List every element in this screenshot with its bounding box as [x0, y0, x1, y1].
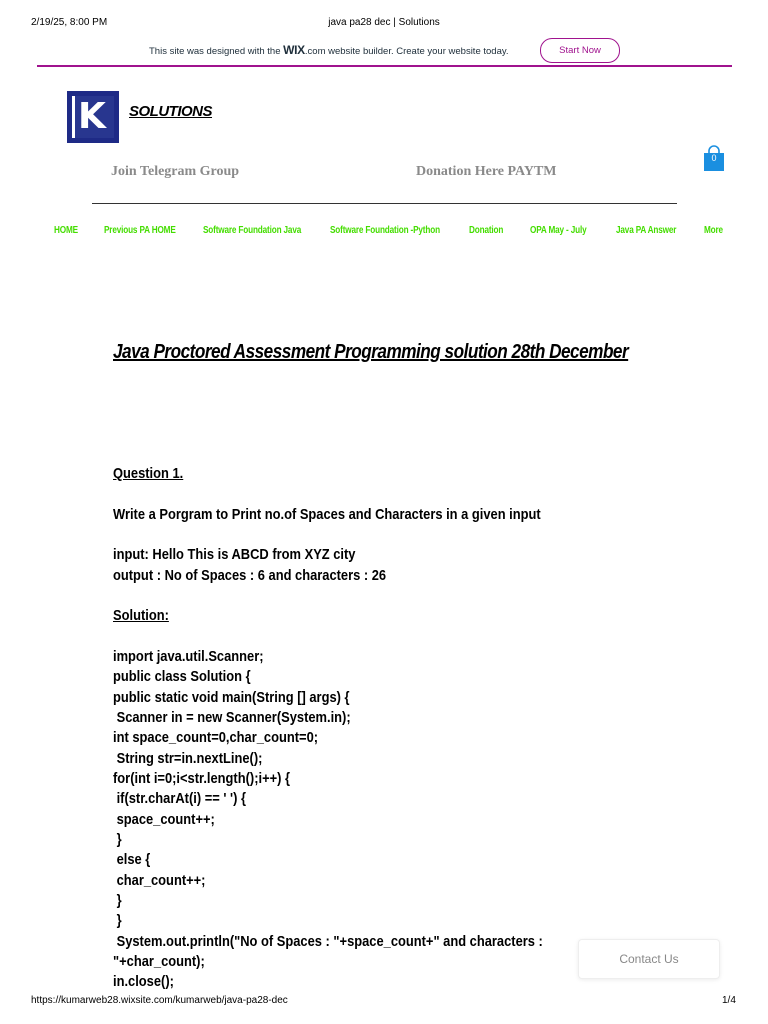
code-line: else { — [113, 851, 151, 868]
input-example: input: Hello This is ABCD from XYZ city — [113, 546, 356, 563]
nav-previous-pa-home[interactable]: Previous PA HOME — [104, 225, 176, 236]
nav-donation[interactable]: Donation — [469, 225, 504, 236]
code-line: for(int i=0;i<str.length();i++) { — [113, 770, 291, 787]
wix-logo: WIX — [283, 43, 305, 57]
header-divider — [92, 203, 677, 204]
nav-software-foundation-python[interactable]: Software Foundation -Python — [330, 225, 440, 236]
code-line: if(str.charAt(i) == ' ') { — [113, 790, 247, 807]
print-url: https://kumarweb28.wixsite.com/kumarweb/java-pa28-dec — [31, 995, 288, 1006]
donation-link[interactable]: Donation Here PAYTM — [416, 164, 557, 179]
code-line: import java.util.Scanner; — [113, 648, 264, 665]
banner-divider — [37, 65, 732, 67]
print-title: java pa28 dec | Solutions — [328, 17, 440, 28]
output-example: output : No of Spaces : 6 and characters : 26 — [113, 567, 387, 584]
code-line: System.out.println("No of Spaces : "+space_count+" and characters : — [113, 933, 543, 950]
wix-banner-text-after: .com website builder. Create your website today. — [304, 46, 509, 57]
question-text: Write a Porgram to Print no.of Spaces and Characters in a given input — [113, 506, 541, 523]
code-line: } — [113, 912, 122, 929]
print-page-number: 1/4 — [722, 995, 736, 1006]
code-line: public static void main(String [] args) { — [113, 689, 350, 706]
wix-banner-text-before: This site was designed with the — [149, 46, 284, 57]
code-line: int space_count=0,char_count=0; — [113, 729, 319, 746]
code-line: char_count++; — [113, 872, 206, 889]
nav-home[interactable]: HOME — [54, 225, 78, 236]
code-line: "+char_count); — [113, 953, 205, 970]
start-now-button[interactable]: Start Now — [540, 38, 620, 63]
telegram-link[interactable]: Join Telegram Group — [111, 164, 240, 179]
logo-letter: K — [78, 96, 106, 137]
code-line: in.close(); — [113, 973, 174, 990]
page-heading: Java Proctored Assessment Programming solution 28th December — [113, 341, 629, 363]
cart-count: 0 — [711, 153, 717, 163]
site-name-link[interactable]: SOLUTIONS — [129, 103, 213, 120]
code-line: public class Solution { — [113, 668, 251, 685]
code-line: String str=in.nextLine(); — [113, 750, 263, 767]
print-date: 2/19/25, 8:00 PM — [31, 17, 108, 28]
solution-label: Solution: — [113, 607, 169, 624]
wix-banner-text — [149, 43, 509, 57]
code-line: space_count++; — [113, 811, 215, 828]
nav-software-foundation-java[interactable]: Software Foundation Java — [203, 225, 302, 236]
nav-more[interactable]: More — [704, 225, 723, 236]
nav-opa-may-july[interactable]: OPA May - July — [530, 225, 587, 236]
code-line: } — [113, 892, 122, 909]
question-label: Question 1. — [113, 465, 184, 482]
code-line: Scanner in = new Scanner(System.in); — [113, 709, 351, 726]
contact-us-button[interactable]: Contact Us — [578, 939, 720, 979]
nav-java-pa-answer[interactable]: Java PA Answer — [616, 225, 677, 236]
code-line: } — [113, 831, 122, 848]
